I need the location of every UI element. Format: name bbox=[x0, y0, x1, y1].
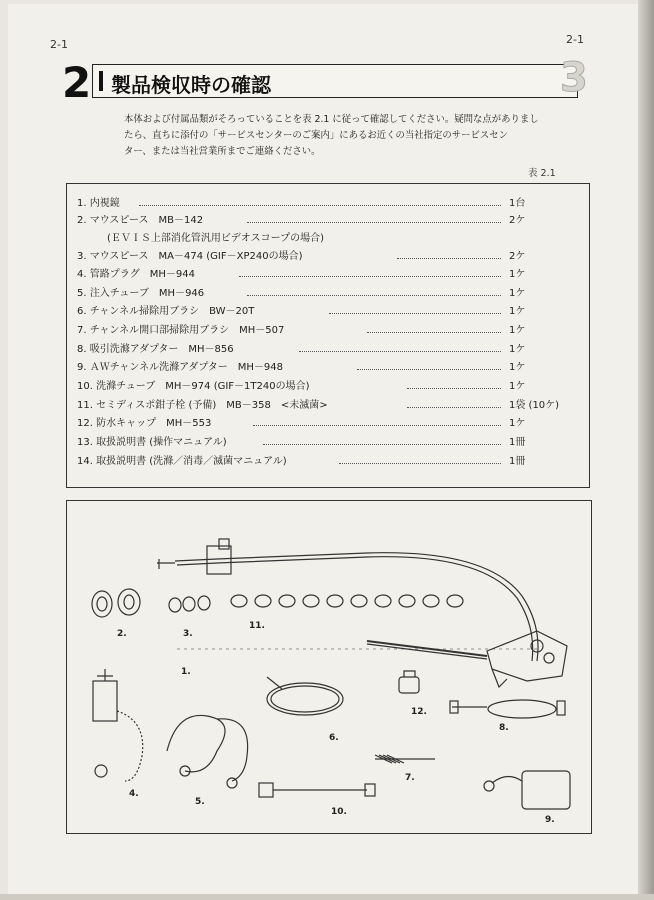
waterproof-cap-drawing bbox=[399, 671, 419, 693]
figure-label-5: 5. bbox=[195, 797, 205, 807]
figure-label-3: 3. bbox=[183, 629, 193, 639]
figure-label-11: 11. bbox=[249, 621, 265, 631]
list-item-text: 3. マウスピース MA－474 (GIF－XP240の場合) bbox=[77, 251, 303, 262]
leader-dots bbox=[407, 407, 501, 408]
leader-dots bbox=[263, 444, 501, 445]
list-item-qty: 1冊 bbox=[509, 437, 526, 448]
accessories-illustration bbox=[66, 500, 592, 834]
endoscope-drawing bbox=[157, 539, 567, 687]
table-caption: 表 2.1 bbox=[528, 168, 556, 179]
mouthpiece-drawing bbox=[92, 589, 140, 617]
leader-dots bbox=[357, 369, 501, 370]
chapter-title: 製品検収時の確認 bbox=[111, 73, 271, 97]
intro-line: たら、直ちに添付の「サービスセンターのご案内」にあるお近くの当社指定のサービスセン bbox=[124, 130, 509, 141]
list-item-qty: 1ケ bbox=[509, 344, 526, 355]
injection-tube-drawing bbox=[167, 715, 248, 788]
figure-label-12: 12. bbox=[411, 707, 427, 717]
figure-label-2: 2. bbox=[117, 629, 127, 639]
list-item-text: 9. ＡＷチャンネル洗滌アダプター MH－948 bbox=[77, 362, 283, 373]
list-item-text: 4. 管路プラグ MH－944 bbox=[77, 269, 195, 280]
list-item-qty: 1ケ bbox=[509, 306, 526, 317]
page-number-right: 2-1 bbox=[566, 33, 584, 46]
list-item-text: 1. 内視鏡 bbox=[77, 198, 120, 209]
accessory-list bbox=[66, 183, 590, 488]
washing-tube-drawing bbox=[259, 783, 375, 797]
leader-dots bbox=[407, 388, 501, 389]
list-item-text: 11. セミディスポ鉗子栓 (予備) MB－358 <未滅菌> bbox=[77, 400, 328, 411]
figure-label-10: 10. bbox=[331, 807, 347, 817]
list-item-qty: 1ケ bbox=[509, 325, 526, 336]
figure-label-9: 9. bbox=[545, 815, 555, 825]
list-item-qty: 1袋 (10ケ) bbox=[509, 400, 560, 411]
list-item-text: 13. 取扱説明書 (操作マニュアル) bbox=[77, 437, 227, 448]
intro-paragraph bbox=[124, 112, 586, 160]
opening-brush-drawing bbox=[375, 755, 435, 763]
forceps-valve-row bbox=[231, 595, 463, 607]
list-item-qty: 1台 bbox=[509, 198, 526, 209]
list-item-qty: 1ケ bbox=[509, 362, 526, 373]
list-item-text: (ＥＶＩＳ上部消化管汎用ビデオスコープの場合) bbox=[77, 233, 325, 244]
page-edge-shadow bbox=[638, 0, 654, 900]
channel-plug-drawing bbox=[93, 669, 143, 781]
list-item-qty: 1ケ bbox=[509, 269, 526, 280]
figure-label-1: 1. bbox=[181, 667, 191, 677]
list-item-text: 8. 吸引洗滌アダプター MH－856 bbox=[77, 344, 234, 355]
leader-dots bbox=[329, 313, 501, 314]
list-item-qty: 2ケ bbox=[509, 251, 526, 262]
list-item-text: 2. マウスピース MB－142 bbox=[77, 215, 204, 226]
figure-label-6: 6. bbox=[329, 733, 339, 743]
list-item-text: 7. チャンネル開口部掃除用ブラシ MH－507 bbox=[77, 325, 285, 336]
intro-line: ター、または当社営業所までご連絡ください。 bbox=[124, 146, 321, 157]
leader-dots bbox=[339, 463, 501, 464]
aw-adapter-drawing bbox=[484, 771, 570, 809]
leader-dots bbox=[139, 205, 501, 206]
page-number-left: 2-1 bbox=[50, 38, 68, 51]
list-item-qty: 1冊 bbox=[509, 456, 526, 467]
list-item-qty: 1ケ bbox=[509, 381, 526, 392]
leader-dots bbox=[253, 425, 501, 426]
cleaning-brush-drawing bbox=[267, 677, 343, 715]
intro-line: 本体および付属品類がそろっていることを表 2.1 に従って確認してください。疑問な点がありまし bbox=[124, 114, 539, 125]
leader-dots bbox=[247, 295, 501, 296]
figure-label-4: 4. bbox=[129, 789, 139, 799]
list-item-qty: 1ケ bbox=[509, 418, 526, 429]
leader-dots bbox=[397, 258, 501, 259]
next-chapter-number-showthrough: 3 bbox=[560, 55, 588, 101]
list-item-text: 5. 注入チューブ MH－946 bbox=[77, 288, 205, 299]
list-item-text: 10. 洗滌チューブ MH－974 (GIF－1T240の場合) bbox=[77, 381, 310, 392]
title-bar-accent bbox=[99, 71, 103, 91]
page-bottom-shadow bbox=[0, 894, 654, 900]
accessories-drawing bbox=[67, 501, 591, 833]
leader-dots bbox=[239, 276, 501, 277]
list-item-qty: 2ケ bbox=[509, 215, 526, 226]
leader-dots bbox=[247, 222, 501, 223]
suction-adapter-drawing bbox=[450, 700, 565, 718]
list-item-qty: 1ケ bbox=[509, 288, 526, 299]
small-mouthpiece-drawing bbox=[169, 596, 210, 612]
list-item-text: 14. 取扱説明書 (洗滌／消毒／滅菌マニュアル) bbox=[77, 456, 287, 467]
figure-label-8: 8. bbox=[499, 723, 509, 733]
chapter-number: 2 bbox=[62, 58, 92, 107]
list-item-text: 6. チャンネル掃除用ブラシ BW－20T bbox=[77, 306, 255, 317]
chapter-title-box bbox=[92, 64, 578, 98]
leader-dots bbox=[367, 332, 501, 333]
figure-label-7: 7. bbox=[405, 773, 415, 783]
leader-dots bbox=[299, 351, 501, 352]
list-item-text: 12. 防水キャップ MH－553 bbox=[77, 418, 212, 429]
